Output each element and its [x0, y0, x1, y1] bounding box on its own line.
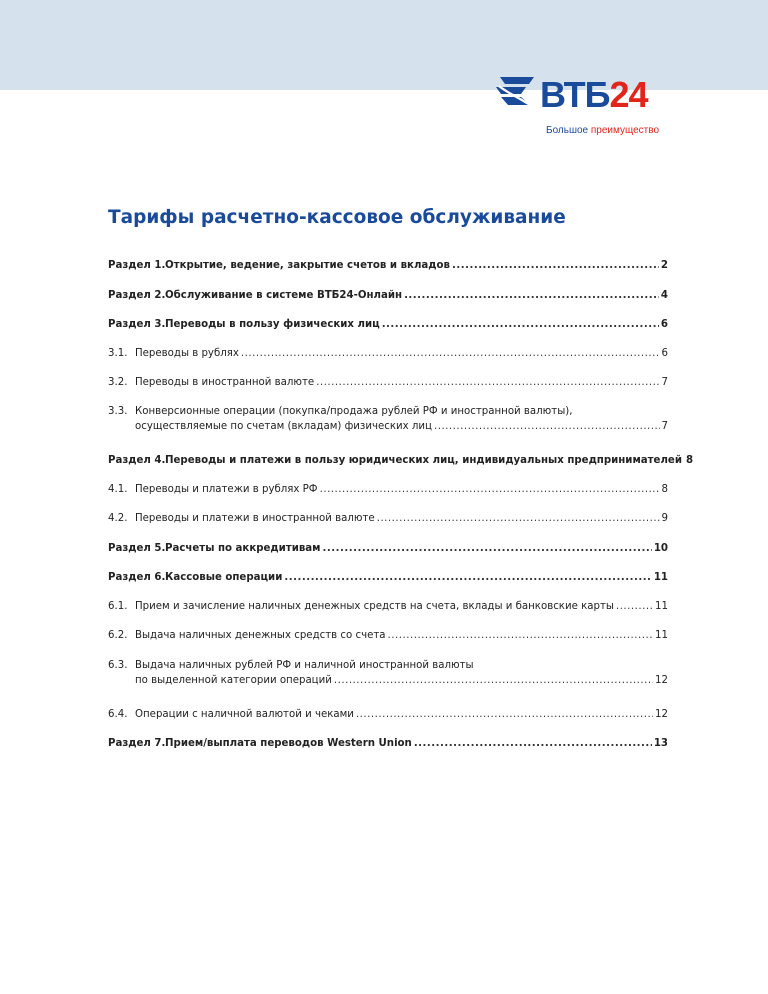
toc-entry-body — [135, 375, 668, 390]
dot-leader — [434, 419, 660, 434]
toc-entry-line — [135, 673, 668, 688]
toc-entry-line — [135, 628, 668, 643]
toc-entry-title: Прием/выплата переводов Western Union — [165, 738, 412, 749]
toc-subsection-entry[interactable] — [108, 599, 668, 614]
toc-subsection-entry[interactable] — [108, 658, 668, 688]
toc-entry-number: 4.2. — [108, 513, 128, 524]
toc-entry-number: Раздел 5. — [108, 543, 166, 554]
toc-entry-body — [165, 541, 668, 556]
toc-section-entry[interactable] — [108, 736, 668, 751]
toc-subsection-entry[interactable] — [108, 404, 668, 434]
toc-entry-title: Обслуживание в системе ВТБ24-Онлайн — [165, 290, 403, 301]
toc-entry-title: Операции с наличной валютой и чеками — [135, 709, 354, 720]
toc-entry-line — [165, 288, 668, 303]
toc-page-number: 13 — [653, 738, 668, 749]
dot-leader — [377, 511, 660, 526]
dot-leader — [334, 673, 653, 688]
dot-leader — [616, 599, 653, 614]
toc-entry-line — [135, 599, 668, 614]
toc-subsection-entry[interactable] — [108, 511, 668, 526]
toc-entry-line — [135, 707, 668, 722]
vtb-wave-icon — [494, 74, 538, 110]
tagline-accent: преимущество — [590, 125, 660, 136]
dot-leader — [316, 375, 659, 390]
toc-section-entry[interactable] — [108, 541, 668, 556]
vtb24-logo — [494, 74, 694, 144]
toc-entry-number: 3.3. — [108, 406, 128, 417]
toc-entry-body — [135, 346, 668, 361]
toc-entry-number: Раздел 6. — [108, 572, 166, 583]
toc-entry-line — [165, 570, 668, 585]
tagline-plain: Большое — [546, 125, 591, 136]
toc-section-entry[interactable] — [108, 570, 668, 585]
toc-page-number: 11 — [655, 601, 668, 612]
toc-entry-number: Раздел 2. — [108, 290, 166, 301]
toc-page-number: 10 — [653, 543, 668, 554]
dot-leader — [388, 628, 654, 643]
toc-entry-title-continued: по выделенной категории операций — [135, 675, 332, 686]
toc-entry-body — [135, 404, 668, 434]
toc-entry-body — [135, 628, 668, 643]
brand-name: ВТБ — [540, 74, 610, 115]
toc-entry-number: Раздел 3. — [108, 319, 166, 330]
toc-page-number: 6 — [661, 348, 668, 359]
toc-entry-title: Открытие, ведение, закрытие счетов и вкладов — [165, 260, 450, 271]
toc-subsection-entry[interactable] — [108, 346, 668, 361]
toc-entry-body — [165, 288, 668, 303]
toc-page-number: 9 — [661, 513, 668, 524]
toc-entry-title: Переводы и платежи в иностранной валюте — [135, 513, 375, 524]
toc-subsection-entry[interactable] — [108, 482, 668, 497]
toc-entry-line — [135, 419, 668, 434]
toc-entry-line — [135, 375, 668, 390]
dot-leader — [414, 736, 652, 751]
toc-section-entry[interactable] — [108, 317, 668, 332]
toc-entry-title: Кассовые операции — [165, 572, 283, 583]
dot-leader — [284, 570, 651, 585]
toc-entry-title: Переводы и платежи в пользу юридических лиц, индивидуальных предпринимателей — [165, 455, 682, 466]
toc-page-number: 8 — [661, 484, 668, 495]
dot-leader — [241, 346, 660, 361]
toc-entry-title: Переводы и платежи в рублях РФ — [135, 484, 318, 495]
toc-entry-body — [165, 317, 668, 332]
toc-entry-body — [135, 658, 668, 688]
dot-leader — [452, 258, 659, 273]
toc-page-number: 12 — [655, 709, 668, 720]
toc-entry-number: 6.1. — [108, 601, 128, 612]
dot-leader — [323, 541, 652, 556]
toc-page-number: 8 — [685, 455, 694, 466]
toc-page-number: 2 — [660, 260, 668, 271]
toc-entry-line — [135, 482, 668, 497]
toc-entry-number: 6.2. — [108, 630, 128, 641]
toc-entry-line — [165, 317, 668, 332]
toc-page-number: 7 — [661, 377, 668, 388]
toc-entry-number: 6.4. — [108, 709, 128, 720]
toc-entry-number: 6.3. — [108, 660, 128, 671]
toc-entry-body — [165, 570, 668, 585]
toc-entry-body — [165, 453, 694, 468]
toc-entry-title: Конверсионные операции (покупка/продажа рублей РФ и иностранной валюты), — [135, 406, 573, 417]
toc-entry-body — [135, 707, 668, 722]
toc-entry-line — [165, 453, 694, 468]
toc-entry-title: Переводы в пользу физических лиц — [165, 319, 380, 330]
toc-subsection-entry[interactable] — [108, 707, 668, 722]
toc-page-number: 11 — [653, 572, 668, 583]
toc-subsection-entry[interactable] — [108, 628, 668, 643]
dot-leader — [404, 288, 659, 303]
toc-page-number: 12 — [655, 675, 668, 686]
toc-entry-line — [165, 258, 668, 273]
toc-entry-body — [135, 599, 668, 614]
page-title: Тарифы расчетно-кассовое обслуживание — [108, 207, 566, 228]
brand-tagline — [546, 125, 659, 137]
toc-subsection-entry[interactable] — [108, 375, 668, 390]
toc-entry-line — [135, 511, 668, 526]
dot-leader — [320, 482, 660, 497]
toc-entry-title: Расчеты по аккредитивам — [165, 543, 321, 554]
toc-entry-number: Раздел 1. — [108, 260, 166, 271]
brand-number: 24 — [609, 74, 648, 115]
toc-section-entry[interactable] — [108, 258, 668, 273]
toc-entry-body — [165, 258, 668, 273]
brand-wordmark — [540, 74, 648, 115]
toc-entry-line — [165, 736, 668, 751]
toc-entry-line — [135, 346, 668, 361]
dot-leader — [356, 707, 653, 722]
toc-entry-number: Раздел 4. — [108, 455, 166, 466]
toc-entry-line — [165, 541, 668, 556]
toc-entry-number: 4.1. — [108, 484, 128, 495]
toc-entry-title: Переводы в рублях — [135, 348, 239, 359]
toc-entry-number: Раздел 7. — [108, 738, 166, 749]
toc-page-number: 7 — [661, 421, 668, 432]
toc-page-number: 4 — [660, 290, 668, 301]
toc-entry-number: 3.1. — [108, 348, 128, 359]
toc-entry-body — [135, 482, 668, 497]
toc-entry-title: Переводы в иностранной валюте — [135, 377, 315, 388]
toc-page-number: 6 — [660, 319, 668, 330]
toc-entry-title: Выдача наличных рублей РФ и наличной иностранной валюты — [135, 660, 474, 671]
toc-entry-body — [165, 736, 668, 751]
toc-entry-title-continued: осуществляемые по счетам (вкладам) физических лиц — [135, 421, 432, 432]
toc-entry-title: Выдача наличных денежных средств со счета — [135, 630, 386, 641]
toc-entry-title: Прием и зачисление наличных денежных средств на счета, вклады и банковские карты — [135, 601, 614, 612]
toc-entry-number: 3.2. — [108, 377, 128, 388]
toc-entry-body — [135, 511, 668, 526]
dot-leader — [382, 317, 659, 332]
toc-page-number: 11 — [655, 630, 668, 641]
toc-section-entry[interactable] — [108, 453, 694, 468]
toc-section-entry[interactable] — [108, 288, 668, 303]
